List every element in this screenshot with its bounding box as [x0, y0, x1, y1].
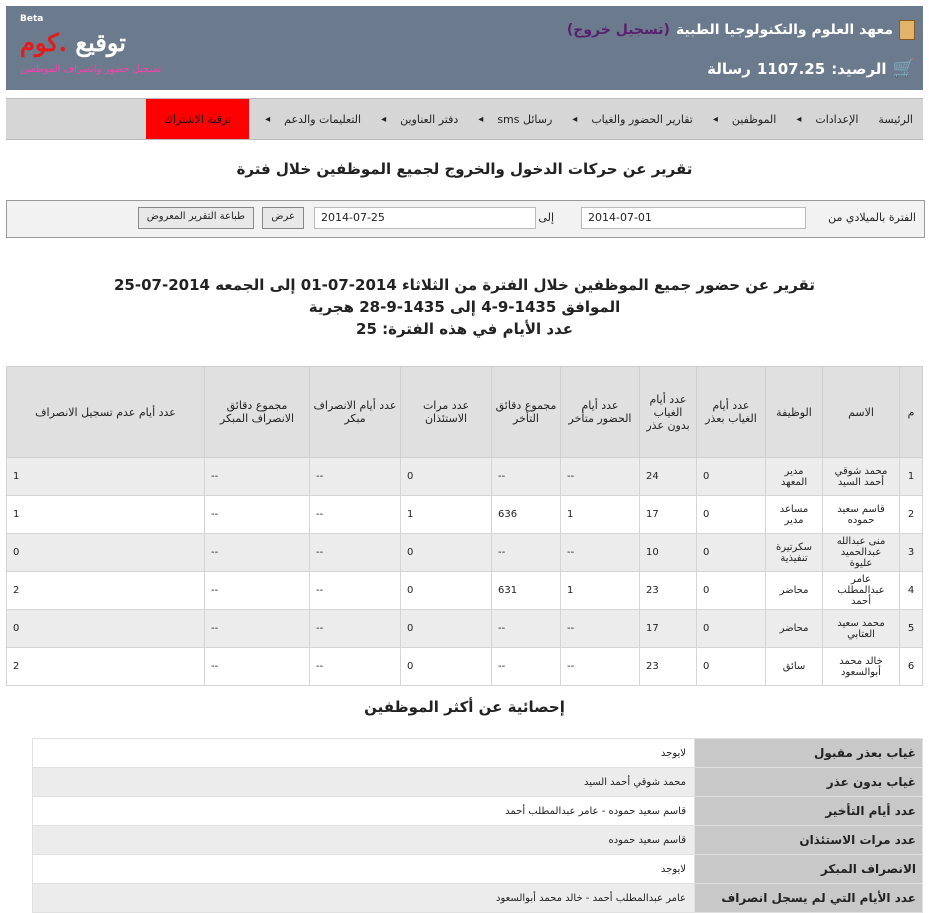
col-permissions: عدد مرات الاستئذان	[401, 367, 492, 458]
chevron-left-icon: ◂	[478, 113, 484, 125]
door-icon	[899, 20, 915, 40]
to-date-input[interactable]: 2014-07-25	[314, 207, 536, 229]
chevron-left-icon: ◂	[796, 113, 802, 125]
table-header-row	[7, 367, 923, 458]
beta-badge: Beta	[20, 14, 44, 24]
table-row: 3 منى عبدالله عبدالحميد عليوة سكرتيرة تنفيذية 0 10 -- -- 0 -- -- 0	[7, 534, 923, 572]
show-button[interactable]: عرض	[262, 207, 304, 229]
to-label: إلى	[538, 211, 554, 224]
stats-row	[33, 826, 923, 855]
summary-line-3: عدد الأيام في هذه الفترة: 25	[356, 320, 573, 338]
filter-bar	[6, 200, 925, 238]
institute-line	[567, 20, 915, 40]
table-row: 1 محمد شوقي أحمد السيد مدير المعهد 0 24 -- -- 0 -- -- 1	[7, 458, 923, 496]
stats-label: غياب بعذر مقبول	[695, 739, 923, 768]
chevron-left-icon: ◂	[265, 113, 271, 125]
institute-name: معهد العلوم والتكنولوجيا الطبية	[675, 22, 893, 38]
nav-help[interactable]: التعليمات والدعم ◂	[265, 112, 362, 126]
stats-row	[33, 768, 923, 797]
logo[interactable]	[16, 14, 166, 80]
logo-tagline: تسجيل حضور وانصراف الموظفين	[20, 64, 162, 75]
stats-value: محمد شوقي أحمد السيد	[33, 768, 695, 797]
col-unexcused-absence: عدد أيام الغياب بدون عذر	[640, 367, 697, 458]
col-early-leave-minutes: مجموع دقائق الانصراف المبكر	[205, 367, 310, 458]
stats-row	[33, 884, 923, 913]
main-nav	[6, 98, 923, 140]
nav-sms[interactable]: رسائل sms ◂	[478, 112, 553, 126]
col-no-checkout: عدد أيام عدم تسجيل الانصراف	[7, 367, 205, 458]
col-excused-absence: عدد أيام الغياب بعذر	[697, 367, 766, 458]
stats-value: لايوجد	[33, 739, 695, 768]
logout-link[interactable]: (تسجيل خروج)	[566, 22, 670, 38]
chevron-left-icon: ◂	[712, 113, 718, 125]
attendance-table	[6, 366, 923, 686]
from-date-input[interactable]: 2014-07-01	[581, 207, 806, 229]
stats-value: قاسم سعيد حموده	[33, 826, 695, 855]
nav-settings[interactable]: الإعدادات ◂	[796, 112, 859, 126]
stats-row	[33, 797, 923, 826]
chevron-left-icon: ◂	[381, 113, 387, 125]
col-late-minutes: مجموع دقائق التأخر	[492, 367, 561, 458]
stats-value: لايوجد	[33, 855, 695, 884]
print-button[interactable]: طباعة التقرير المعروض	[138, 207, 254, 229]
nav-home[interactable]: الرئيسة	[878, 112, 913, 126]
balance-unit: رسالة	[707, 59, 751, 78]
logo-wordmark: توقيع .كوم	[20, 28, 126, 57]
summary-line-1: تقرير عن حضور جميع الموظفين خلال الفترة من الثلاثاء 2014-07-01 إلى الجمعه 2014-07-25	[114, 276, 815, 294]
stats-title: إحصائية عن أكثر الموظفين	[364, 698, 565, 716]
nav-employees[interactable]: الموظفين ◂	[712, 112, 777, 126]
stats-table	[32, 738, 923, 913]
stats-value: قاسم سعيد حموده - عامر عبدالمطلب أحمد	[33, 797, 695, 826]
balance-label: الرصيد:	[831, 59, 887, 78]
stats-label: الانصراف المبكر	[695, 855, 923, 884]
upgrade-button[interactable]: ترقية الاشتراك	[146, 99, 249, 139]
col-index: م	[900, 367, 923, 458]
balance-line	[707, 58, 915, 79]
col-name: الاسم	[823, 367, 900, 458]
summary-line-2: الموافق 1435-9-4 إلى 1435-9-28 هجرية	[308, 298, 621, 316]
nav-reports[interactable]: تقارير الحضور والغياب ◂	[572, 112, 693, 126]
period-label: الفترة بالميلادي من	[828, 211, 916, 224]
balance-value: 1107.25	[756, 59, 826, 78]
stats-row	[33, 739, 923, 768]
table-row: 5 محمد سعيد العتابي محاضر 0 17 -- -- 0 -- -- 0	[7, 610, 923, 648]
stats-label: عدد أيام التأخير	[695, 797, 923, 826]
table-row: 2 قاسم سعيد حموده مساعد مدير 0 17 1 636 1 -- -- 1	[7, 496, 923, 534]
chevron-left-icon: ◂	[572, 113, 578, 125]
col-late-days: عدد أيام الحضور متأخر	[561, 367, 640, 458]
col-early-leave-days: عدد أيام الانصراف مبكر	[310, 367, 401, 458]
stats-value: عامر عبدالمطلب أحمد - خالد محمد أبوالسعود	[33, 884, 695, 913]
page-title: تقرير عن حركات الدخول والخروج لجميع الموظفين خلال فترة	[236, 160, 693, 178]
stats-label: عدد مرات الاستئذان	[695, 826, 923, 855]
col-job: الوظيفة	[766, 367, 823, 458]
cart-icon: 🛒	[892, 58, 915, 79]
table-row: 4 عامر عبدالمطلب أحمد محاضر 0 23 1 631 0 -- -- 2	[7, 572, 923, 610]
stats-label: عدد الأيام التي لم يسجل انصراف	[695, 884, 923, 913]
nav-addressbook[interactable]: دفتر العناوين ◂	[381, 112, 459, 126]
report-summary	[0, 274, 929, 340]
table-row: 6 خالد محمد أبوالسعود سائق 0 23 -- -- 0 -- -- 2	[7, 648, 923, 686]
app-header	[6, 6, 923, 90]
stats-label: غياب بدون عذر	[695, 768, 923, 797]
stats-row	[33, 855, 923, 884]
